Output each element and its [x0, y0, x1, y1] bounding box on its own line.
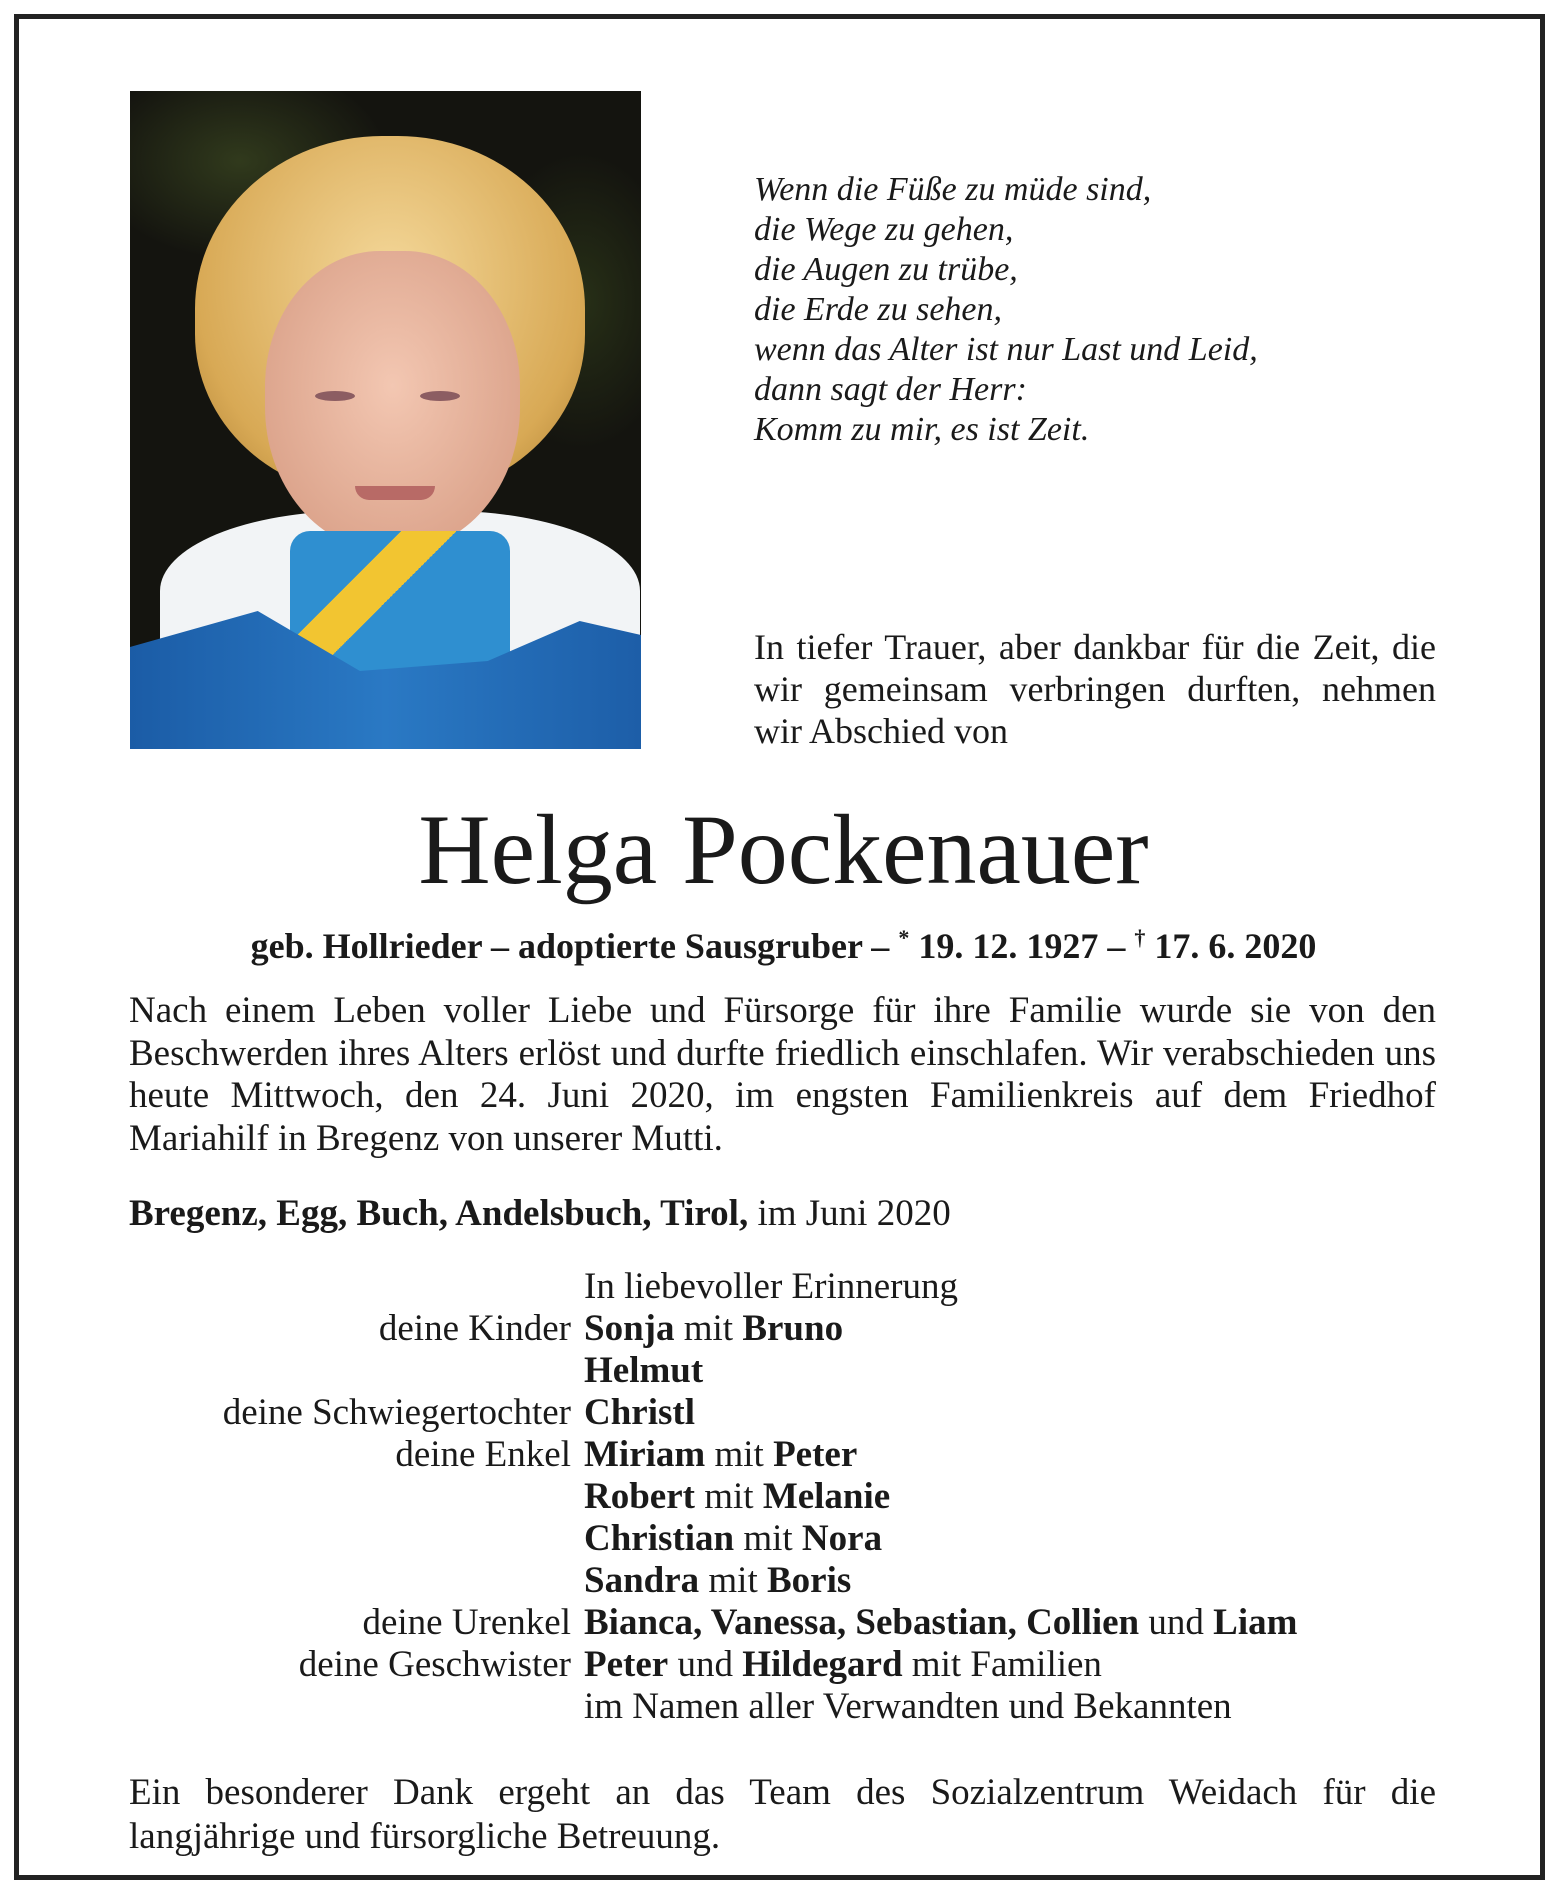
relation-label: deine Geschwister — [298, 1644, 571, 1685]
birth-symbol: * — [898, 925, 910, 950]
places: Bregenz, Egg, Buch, Andelsbuch, Tirol, — [129, 1193, 749, 1234]
deceased-name: Helga Pockenauer — [418, 794, 1149, 905]
poem-line: die Erde zu sehen, — [754, 291, 1003, 328]
closing-line: im Namen aller Verwandten und Bekannten — [584, 1686, 1232, 1727]
obituary-body: Nach einem Leben voller Liebe und Fürsorge für ihre Familie wurde sie von den Beschwerden ihres Alters erlöst und durfte friedlich einschlafen. Wir verabschieden uns heute Mittwoch, den 24. Juni 2020, im engsten Familienkreis auf dem Friedhof Mariahilf in Bregenz von unserer Mutti. — [129, 990, 1436, 1159]
list-item — [0, 1686, 1567, 1728]
poem-line: Komm zu mir, es ist Zeit. — [754, 411, 1090, 448]
poem — [754, 170, 1258, 450]
list-item: deine Geschwister Peter und Hildegard mit Familien — [298, 1644, 1102, 1685]
list-item: Robert mit Melanie — [584, 1476, 891, 1517]
list-item: deine Enkel Miriam mit Peter — [395, 1434, 858, 1475]
poem-line: Wenn die Füße zu müde sind, — [754, 171, 1152, 208]
life-dates — [0, 916, 1567, 968]
relation-label: deine Enkel — [395, 1434, 571, 1475]
birth-date: 19. 12. 1927 – — [909, 926, 1135, 966]
death-symbol: † — [1134, 925, 1146, 950]
thanks-text: Ein besonderer Dank ergeht an das Team des Sozialzentrum Weidach für die langjährige und fürsorgliche Betreuung. — [129, 1772, 1436, 1857]
list-item: deine Urenkel Bianca, Vanessa, Sebastian, Collien und Liam — [362, 1602, 1298, 1643]
portrait-photo — [130, 91, 641, 749]
list-item: deine Schwiegertochter Christl — [222, 1392, 695, 1433]
list-item: Christian mit Nora — [584, 1518, 883, 1559]
list-item: deine Kinder Sonja mit Bruno — [378, 1308, 844, 1349]
list-item: Sandra mit Boris — [584, 1560, 852, 1601]
places-date — [129, 1192, 951, 1236]
death-date: 17. 6. 2020 — [1145, 926, 1317, 966]
poem-line: wenn das Alter ist nur Last und Leid, — [754, 331, 1258, 368]
poem-line: dann sagt der Herr: — [754, 371, 1027, 408]
relation-label: deine Urenkel — [362, 1602, 571, 1643]
poem-line: die Wege zu gehen, — [754, 211, 1014, 248]
relation-label: deine Kinder — [378, 1308, 571, 1349]
relation-label: deine Schwiegertochter — [222, 1392, 571, 1433]
poem-line: die Augen zu trübe, — [754, 251, 1018, 288]
list-item: Helmut — [584, 1350, 704, 1391]
family-list — [0, 1266, 1567, 1728]
date-line: im Juni 2020 — [748, 1193, 951, 1234]
maiden-names: geb. Hollrieder – adoptierte Sausgruber – — [250, 926, 899, 966]
family-heading: In liebevoller Erinnerung — [584, 1266, 958, 1307]
intro-text: In tiefer Trauer, aber dankbar für die Zeit, die wir gemeinsam verbringen durften, nehmen wir Abschied von — [754, 627, 1436, 751]
